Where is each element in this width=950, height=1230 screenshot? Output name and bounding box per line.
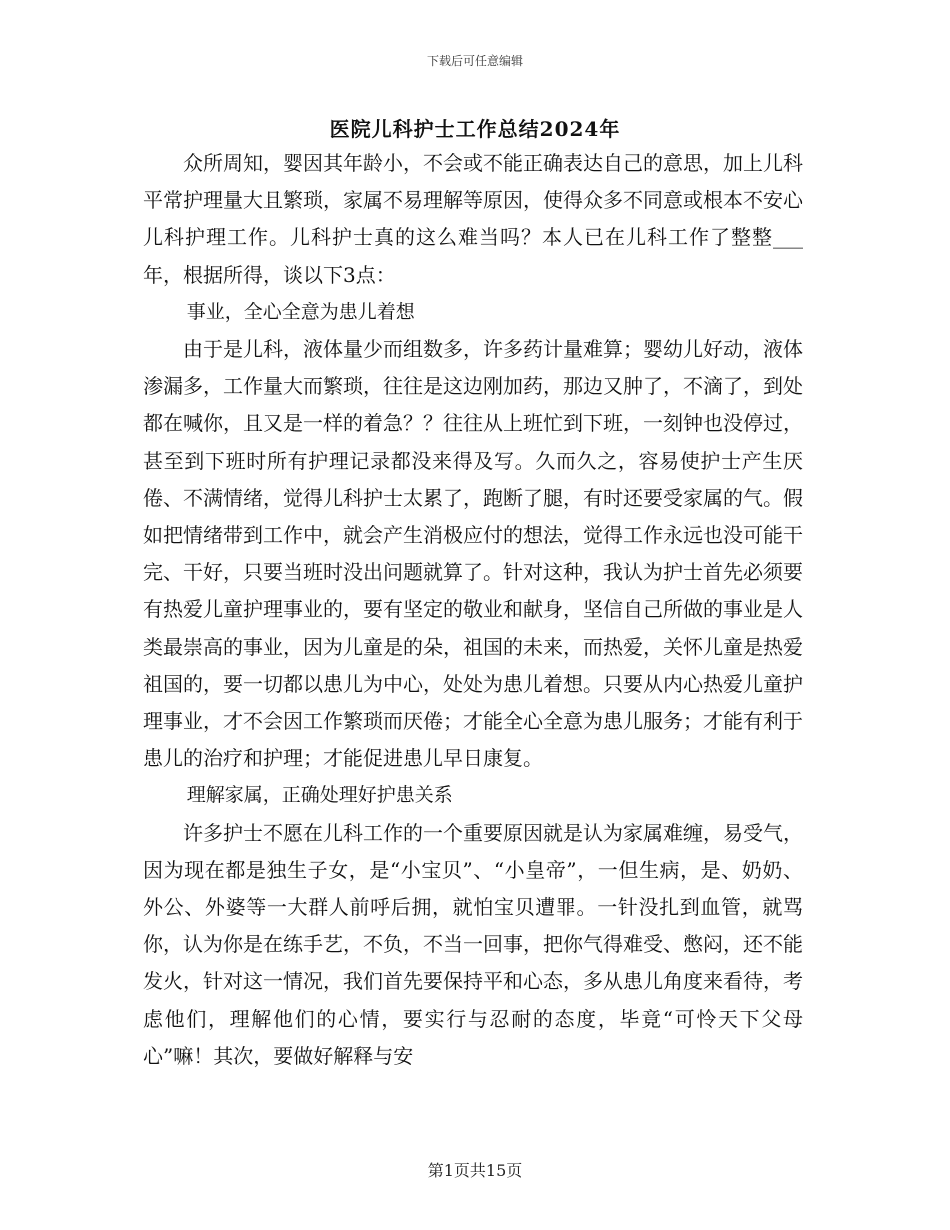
section-heading-2: 理解家属，正确处理好护患关系 [186,784,453,807]
page-number-footer: 第1页共15页 [427,1161,523,1180]
document-title: 医院儿科护士工作总结2024年 [329,117,621,141]
section-heading-1: 事业，全心全意为患儿着想 [186,300,415,323]
section-1-paragraph: 由于是儿科，液体量少而组数多，许多药计量难算；婴幼儿好动，液体渗漏多，工作量大而繁琐，往往是这边刚加药，那边又肿了，不滴了，到处都在喊你，且又是一样的着急？？往往从上班忙到下班，一刻钟也没停过，甚至到下班时所有护理记录都没来得及写。久而久之，容易使护士产生厌倦、不满情绪，觉得儿科护士太累了，跑断了腿，有时还要受家属的气。假如把情绪带到工作中，就会产生消极应付的想法，觉得工作永远也没可能干完、干好，只要当班时没出问题就算了。针对这种，我认为护士首先必须要有热爱儿童护理事业的，要有坚定的敬业和献身，坚信自己所做的事业是人类最崇高的事业，因为儿童是的朵，祖国的未来，而热爱，关怀儿童是热爱祖国的，要一切都以患儿为中心，处处为患儿着想。只要从内心热爱儿童护理事业，才不会因工作繁琐而厌倦；才能全心全意为患儿服务；才能有利于患儿的治疗和护理；才能促进患儿早日康复。 [143,337,803,771]
intro-paragraph: 众所周知，婴因其年龄小，不会或不能正确表达自己的意思，加上儿科平常护理量大且繁琐，家属不易理解等原因，使得众多不同意或根本不安心儿科护理工作。儿科护士真的这么难当吗？本人已在儿科工作了整整___年，根据所得，谈以下3点： [143,151,803,287]
document-body [143,145,803,1075]
section-2-paragraph: 许多护士不愿在儿科工作的一个重要原因就是认为家属难缠，易受气，因为现在都是独生子女，是“小宝贝”、“小皇帝”，一但生病，是、奶奶、外公、外婆等一大群人前呼后拥，就怕宝贝遭罪。一针没扎到血管，就骂你，认为你是在练手艺，不负，不当一回事，把你气得难受、憋闷，还不能发火，针对这一情况，我们首先要保持平和心态，多从患儿角度来看待，考虑他们，理解他们的心情，要实行与忍耐的态度，毕竟“可怜天下父母心”嘛！其次，要做好解释与安 [143,820,803,1068]
header-note: 下载后可任意编辑 [426,54,523,68]
